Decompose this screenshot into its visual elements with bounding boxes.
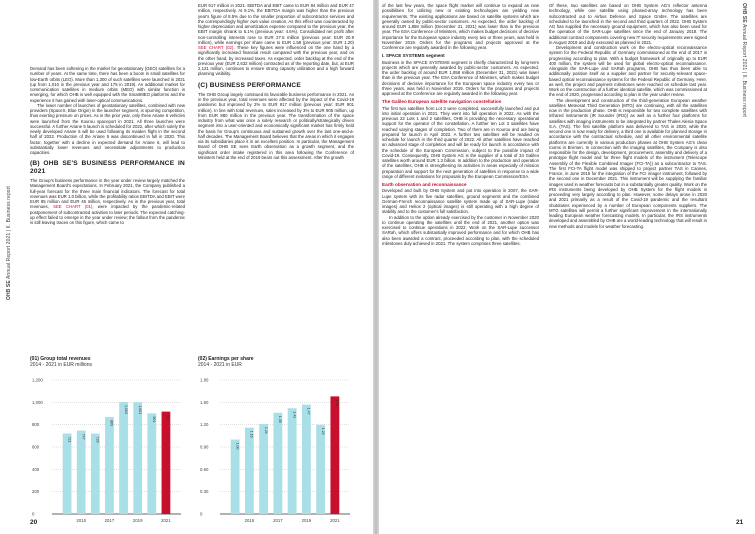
bar-value-label: 1,001 [137, 405, 142, 415]
paragraph: of the last few years, the space flight market will continue to expand as new possibilities for utilizing new or existing technologies are yielding new requirements. The existing applications are based on satellite systems which are generally owned by public-sector customers. As expected, the order backlog of around EUR 1,858 million (December 31, 2021) was lower than in the previous year. The ESA Conference of Ministers, which makes budget decisions of decisive importance for the European space industry every two or three years, was held in November 2019. Orders for the programs and projects approved at the Conference are regularly awarded in the following year. [382, 3, 539, 50]
bar [316, 425, 325, 514]
x-tick-label: 2015 [76, 518, 86, 523]
y-tick-label: 0.90 [200, 444, 209, 450]
bar-value-label: 1.47 [306, 407, 311, 415]
x-tick-label: 2017 [273, 518, 283, 523]
chart-group-total-revenues [30, 356, 185, 526]
y-tick-label: 0.30 [200, 489, 209, 495]
y-tick-label: 800 [32, 422, 40, 428]
paragraph: In addition to the option already exercised by the customer in November 2020 to continue operating the satellites until the end of 2021, another option was exercised to continue operations in 2022. Work on the SAR-Lupe successor SARah, which offers substantially improved performance and for which OHB has also been awarded a contract, proceeded according to plan, with the scheduled milestones duly achieved in 2021. The system comprises three satellites. [382, 214, 539, 246]
bar [119, 402, 128, 514]
column-1 [30, 66, 185, 225]
x-tick-label: 2015 [244, 518, 255, 523]
bar [302, 405, 311, 514]
left-page [0, 0, 373, 534]
bar-value-label: 1.21 [263, 426, 268, 434]
y-tick-label: 600 [32, 444, 40, 450]
bar-value-label: 917 [166, 414, 171, 421]
y-tick-label: 1.50 [200, 399, 209, 405]
bar-value-label: 721 [67, 436, 72, 443]
paragraph: Business in the SPACE SYSTEMS segment is chiefly characterized by long-term projects which are generally awarded by public-sector customers. As expected, the order backlog of around EUR 1,858 million (December 31, 2021) was lower than in the previous year. The ESA Conference of Ministers, which makes budget decisions of decisive importance for the European space industry every two or three years, was held in November 2019. Orders for the programs and projects approved at the Conference are regularly awarded in the following year. [382, 59, 539, 96]
y-tick-label: 200 [32, 489, 40, 495]
revenues-bar-chart [30, 376, 185, 526]
bar [63, 433, 72, 514]
paragraph: Developed and built by OHB System and put into operation in 2007, the SAR-Lupe system with its five radar satellites, ground segments and the combined German-French reconnaissance satellite system made up of SAR-Lupe (radar images) and Helios 2 (optical images) is still operating with a high degree of stability and to the customer's full satisfaction. [382, 188, 539, 215]
paragraph: The development and construction of the third-generation European weather satellites Meteosat Third Generation (MTG) are continuing, with all the satellites now in the production phase. OHB is responsible for two complete satellites with infrared instruments (IR Sounder (IRS)) as well as a further four platforms for satellites with imaging instruments to be integrated by partner Thales Alenia Space S.A. (TAS). The first satellite platform was delivered to TAS in 2020, while the second one is now ready for delivery, a third one is available for planned storage in accordance with the contractual schedule, and all other environmental satellite platforms are currently in various production phases at OHB System AG's clean rooms in Bremen. In connection with the imaging satellites, the Company is also responsible for the design, development, procurement, assembly and delivery of a prototype flight model and for three flight models of the instrument (Telescope Assembly of the Flexible Combined Imager (FCI-TA)) as a subcontractor to TAS. The first FCI-TA flight model was shipped to project partner TAS in Cannes, France, in June 2019 for the integration of the FCI imager instrument, followed by the second one in December 2021. This instrument will be supplying the familiar images used in weather forecasts but in a substantially greater quality. Work on the IRS instruments being developed by OHB System for the flight models is proceeding very largely according to plan. However, some delays arose in 2020 and 2021 primarily as a result of the Covid-19 pandemic and the resultant shutdowns experienced by a number of European components suppliers. The MTG satellites will permit a further significant improvement in the internationally leading European weather forecasting models. In particular, the IRS instruments developed and assembled by OHB are a world-leading technology that will result in new methods and models for weather forecasting. [549, 97, 707, 229]
x-tick-label: 2021 [161, 518, 171, 523]
bar-value-label: 1.00 [235, 442, 240, 450]
segment-heading: I. SPACE SYSTEMS segment [382, 53, 445, 59]
bar [91, 434, 100, 514]
chart-subtitle: 2014 - 2021 in EUR [198, 362, 242, 368]
bar [133, 402, 142, 514]
paragraph-text: , were impacted by the pandemic-related postponement of subcontracted activities to later periods. The expected catching-up effect failed to emerge in the year under review; the fallout from the pandemic is still leaving traces on this figure, which came to [30, 204, 185, 226]
bar [147, 413, 156, 514]
column-4 [549, 3, 707, 229]
running-head-brand: OHB SE [741, 3, 747, 23]
bar-value-label: 1.16 [249, 430, 254, 438]
bar-value-label: 1,003 [123, 404, 128, 414]
bar-value-label: 720 [95, 436, 100, 443]
y-tick-label: 0 [200, 511, 203, 517]
y-tick-label: 1.20 [200, 422, 209, 428]
x-tick-label: 2021 [330, 518, 340, 523]
paragraph: The OHB Group largely continued its favorable business performance in 2021. As in the previous year, total revenues were affected by the impact of the Covid-19 pandemic but improved by 2% to EUR 917 million (previous year: EUR 901 million). In line with total revenues, sales increased by 3% to EUR 905 million, up from EUR 880 million in the previous year. The transformation of the space industry from what was once a solely research or politically/strategically driven segment into a user-oriented and economically significant market has firmly held the basis for Group's continuous and sustained growth over the last one-and-a-half decades. The Management Board believes that the areas in which it engages via its subsidiaries place it in an excellent position. In particular, the Management Board of OHB SE sees Earth observation as a growth segment, and the significant order intake registered in this area following the Conference of Ministers held at the end of 2019 bears out this assessment. After the growth [198, 91, 354, 160]
paragraph [198, 3, 354, 77]
paragraph: Of these, two satellites are based on OHB System AG's reflector antenna technology, while one satellite using phased-array technology has been subcontracted out to Airbus Defence and Space GmbH. The satellites are scheduled to be launched in the second and third quarters of 2022. OHB System AG has supplied the necessary ground equipment, which has also been used for the operation of the SAR-Lupe satellites since the end of January 2018. The additional contract components covering new IT security requirements were signed in August 2019 and duly executed as planned in 2021. [549, 3, 707, 45]
chart-title-text: Earnings per share [208, 356, 254, 362]
bar [288, 408, 297, 514]
column-2 [198, 3, 354, 160]
y-tick-label: 0.60 [200, 466, 209, 472]
running-head-left [6, 186, 12, 300]
bar [245, 428, 254, 514]
paragraph: The first two satellites from Lot 3 were completed, successfully launched and put into initial operation in 2021. They went into full operation in 2022. As with the previous 22 Lots 1 and 2 satellites, OHB is providing the necessary operational support for the operator of the constellation. A further ten Lot 3 satellites have reached varying stages of completion. Two of them are in Kourou and are being prepared for launch in April 2022. A further two satellites will be readied on schedule for launch in the third quarter of 2022. All other satellites have reached an advanced stage of completion and will be ready for launch in accordance with the schedule of the European Commission, subject to the possible impact of Covid-19. Consequently, OHB System AG is the supplier of a total of 34 Galileo satellites worth around EUR 1.3 billion. In addition to the production and operation of the satellites, OHB is strengthening its activities in areas especially of mission preparation and support for the next generation of satellites in response to a wide range of different invitations for proposals by the European Commission/ESA. [382, 105, 539, 179]
y-tick-label: 1,000 [32, 399, 43, 405]
x-tick-label: 2019 [132, 518, 143, 523]
page-number-right: 21 [736, 519, 744, 526]
y-tick-label: 1.80 [200, 377, 209, 383]
paragraph: Development and construction work on the electro-optical reconnaissance system for the Federal Republic of Germany commissioned at the end of 2017 is progressing according to plan. With a budget framework of originally up to EUR 400 million, the system will be used for global electro-optical reconnaissance. Alongside the SAR-Lupe and SARah programs, OHB has thus been able to additionally position itself as a supplier and partner for security-relevant space-based optical reconnaissance systems for the Federal Republic of Germany. Here, as well, the project and payment milestones were reached on schedule last year. Work on the construction of a further identical satellite, which was commissioned at the end of 2020, progressed according to plan in the year under review. [549, 45, 707, 98]
bar [231, 440, 240, 514]
bar [162, 412, 171, 514]
column-3 [382, 3, 539, 246]
chart-earnings-per-share [198, 356, 354, 526]
y-tick-label: 0 [32, 511, 35, 517]
paragraph: Demand has been softening in the market for geostationary (GEO) satellites for a number of years. At the same time, there has been a boom in small satellites for low-Earth orbits (LEO). More than 1,300 of such satellites were launched in 2021 (up from 1,010 in the previous year and 175 in 2019). An additional market for communication satellites in medium orbits (MEO) with similar function is emerging, for which OHB is well equipped with the SmartMEO platforms and the experience it has gained with laser-optical communications. [30, 66, 185, 103]
section-heading: (B) OHB SE'S BUSINESS PERFORMANCE IN 2021 [30, 160, 185, 175]
paragraph-text: EUR 917 million in 2021. EBITDA and EBIT came to EUR 84 million and EUR 47 million, respectively. At 9.1%, the EBITDA margin was higher than the previous year's figure of 8.5% due to the smaller proportion of subcontractor services and the correspondingly higher own value creation. As this effect was counteracted by higher depreciation and amortization expense compared to the previous year, the EBIT margin shrank to 5.1% (previous year: 4.6%). Consolidated net profit after non-controlling interests rose to EUR 27.5 million (previous year: EUR 20.9 million), while earnings per share came to EUR 1.58 (previous year: EUR 1.20) [198, 3, 354, 45]
y-tick-label: 400 [32, 466, 40, 472]
paragraph: The lower number of launches of geostationary satellites, combined with new providers (SpaceX, Blue Origin) in the launcher segment, is spurring competition, thus exerting pressure on prices. As in the prior year, only three Ariane 5 vehicles were launched from the Kourou spaceport in 2021. All three launches were successful. A further Ariane 5 launch is scheduled for 2022, after which solely the newly developed Ariane 6 will be used following its maiden flight in the second half of 2022. Production of the Ariane 5 was discontinued in full in 2020. This factor, together with a decline in expected demand for Ariane 6, will lead to substantially lower revenues and necessitate adjustments to production capacities. [30, 102, 185, 155]
subsection-heading: The Galileo European satellite navigation constellation [382, 99, 502, 105]
eps-bar-chart [198, 376, 354, 526]
bar-value-label: 1.58 [335, 399, 340, 407]
bar-value-label: 901 [152, 416, 157, 423]
paragraph-text: . These key figures were influenced on the one hand by a significantly increased financial result compared with the previous year, and on the other hand, by increased taxes. As expected, order backlog at the end of the previous year (EUR 2,632 million) contracted as of the reporting date, but, at EUR 2,121 million, continues to ensure strong capacity utilization and a high forward planning visibility. [198, 45, 354, 77]
paragraph [30, 178, 185, 225]
bar [77, 431, 86, 514]
x-tick-label: 2017 [104, 518, 115, 523]
page-number-left: 20 [30, 519, 38, 526]
bar [105, 417, 114, 514]
bar-value-label: 1.36 [278, 415, 283, 423]
section-heading: (C) BUSINESS PERFORMANCE [198, 81, 301, 89]
subsection-heading: Earth observation and reconnaissance [382, 182, 467, 187]
chart-subtitle: 2014 - 2021 in EUR millions [30, 362, 92, 368]
bar [273, 413, 282, 514]
x-tick-label: 2019 [301, 518, 312, 523]
bar-value-label: 747 [81, 433, 86, 440]
bar [330, 396, 339, 514]
chart-number: (01) [30, 356, 39, 362]
chart-reference-link[interactable]: SEE CHART (02) [198, 45, 234, 50]
running-head-text: Annual Report 2021 | II. Business report [741, 24, 747, 117]
right-page [379, 0, 755, 534]
running-head-brand: OHB SE [6, 280, 12, 300]
y-tick-label: 1,200 [32, 377, 43, 383]
running-head-right [741, 3, 747, 117]
bar-value-label: 1.20 [320, 427, 325, 435]
bar [259, 424, 268, 514]
chart-reference-link[interactable]: SEE CHART (01) [53, 204, 93, 210]
paragraph-text: The Group's business performance in the year under review largely matched the Management Board's expectations. In February 2021, the Company published a full-year forecast for the three main financial indicators. The forecast for total revenues was EUR 1.0 billion, while the profitability ratios EBITDA and EBIT were EUR 85 million and EUR 45 million, respectively. As in the previous year, total revenues, [30, 178, 185, 210]
chart-title-text: Group total revenues [40, 356, 91, 362]
running-head-text: Annual Report 2021 | II. Business report [6, 186, 12, 279]
bar-value-label: 869 [109, 419, 114, 426]
chart-number: (02) [198, 356, 207, 362]
bar-value-label: 1.42 [292, 411, 297, 419]
